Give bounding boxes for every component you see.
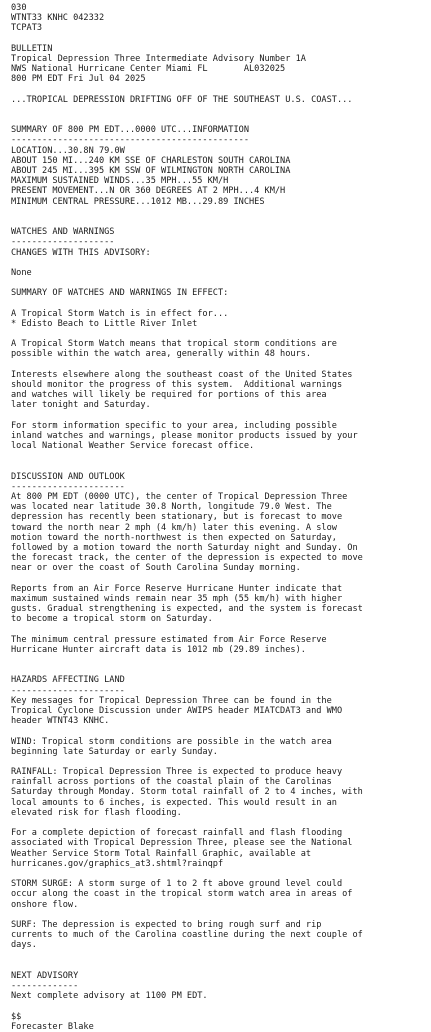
advisory-line: days. <box>11 940 37 951</box>
advisory-line: Weather Service Storm Total Rainfall Graphic, available at <box>11 848 312 859</box>
advisory-line: At 800 PM EDT (0000 UTC), the center of Tropical Depression Three <box>11 492 348 502</box>
advisory-line: For a complete depiction of forecast rainfall and flash flooding <box>11 828 343 839</box>
advisory-line: the forecast track, the center of the depression is expected to move <box>11 553 363 564</box>
watches-warnings-block <box>11 227 431 472</box>
advisory-line: None <box>11 267 32 278</box>
advisory-line: currents to much of the Carolina coastline during the next couple of <box>11 930 363 941</box>
advisory-line <box>11 624 431 634</box>
advisory-line: * Edisto Beach to Little River Inlet <box>11 318 198 329</box>
advisory-line: occur along the coast in the tropical storm watch area in areas of <box>11 889 353 900</box>
advisory-line: header WTNT43 KNHC. <box>11 716 110 727</box>
advisory-line: should monitor the progress of this system. Additional warnings <box>11 379 343 390</box>
advisory-line: ---------------------- <box>11 685 125 696</box>
advisory-line: WTNT33 KNHC 042332 <box>11 13 105 24</box>
hazards-block <box>11 675 431 970</box>
advisory-line <box>11 298 431 308</box>
advisory-line <box>11 258 431 268</box>
advisory-line: NEXT ADVISORY <box>11 970 79 981</box>
advisory-line: possible within the watch area, generally within 48 hours. <box>11 349 312 360</box>
advisory-line: Key messages for Tropical Depression Three can be found in the <box>11 695 332 706</box>
advisory-line: TCPAT3 <box>11 23 43 34</box>
advisory-line <box>11 360 431 370</box>
advisory-line <box>11 726 431 736</box>
advisory-line: associated with Tropical Depression Three, please see the National <box>11 838 353 849</box>
summary-block <box>11 125 431 227</box>
advisory-line: Reports from an Air Force Reserve Hurricane Hunter indicate that <box>11 583 343 594</box>
footer-block <box>11 1012 431 1032</box>
advisory-line: ABOUT 245 MI...395 KM SSW OF WILMINGTON NORTH CAROLINA <box>11 166 291 176</box>
advisory-line: near or over the coast of South Carolina Sunday morning. <box>11 563 301 574</box>
advisory-line <box>11 85 431 95</box>
advisory-line: onshore flow. <box>11 899 79 910</box>
advisory-line: beginning late Saturday or early Sunday. <box>11 746 218 757</box>
advisory-line: and watches will likely be required for portions of this area <box>11 390 327 401</box>
advisory-line: WIND: Tropical storm conditions are possible in the watch area <box>11 736 332 747</box>
advisory-line <box>11 105 431 115</box>
advisory-line <box>11 461 431 471</box>
advisory-line: DISCUSSION AND OUTLOOK <box>11 471 125 482</box>
advisory-line: ABOUT 150 MI...240 KM SSE OF CHARLESTON SOUTH CAROLINA <box>11 155 291 166</box>
advisory-line: A Tropical Storm Watch means that tropical storm conditions are <box>11 339 337 350</box>
advisory-line <box>11 818 431 828</box>
advisory-line: WATCHES AND WARNINGS <box>11 227 115 238</box>
advisory-line: maximum sustained winds remain near 35 mph (55 km/h) with higher <box>11 593 343 604</box>
discussion-outlook-block <box>11 472 431 676</box>
advisory-line: Forecaster Blake <box>11 1021 94 1032</box>
advisory-line: HAZARDS AFFECTING LAND <box>11 675 125 686</box>
advisory-line: toward the north near 2 mph (4 km/h) later this evening. A slow <box>11 522 337 533</box>
advisory-line: For storm information specific to your area, including possible <box>11 420 337 431</box>
advisory-line <box>11 451 431 461</box>
next-advisory-block <box>11 971 431 1012</box>
advisory-line: ---------------------- <box>11 481 125 492</box>
advisory-line <box>11 869 431 879</box>
advisory-line <box>11 329 431 339</box>
advisory-line: ...TROPICAL DEPRESSION DRIFTING OFF OF THE SOUTHEAST U.S. COAST... <box>11 94 353 105</box>
advisory-line: local National Weather Service forecast office. <box>11 441 255 452</box>
advisory-line: rainfall across portions of the coastal plain of the Carolinas <box>11 777 332 788</box>
advisory-line: BULLETIN <box>11 43 53 54</box>
advisory-line: LOCATION...30.8N 79.0W <box>11 145 125 156</box>
advisory-line <box>11 950 431 960</box>
advisory-line <box>11 278 431 288</box>
advisory-line: ------------- <box>11 981 79 991</box>
advisory-line: 800 PM EDT Fri Jul 04 2025 <box>11 74 146 85</box>
advisory-line: -------------------- <box>11 237 115 248</box>
advisory-line: to become a tropical storm on Saturday. <box>11 614 213 625</box>
advisory-line <box>11 217 431 227</box>
advisory-line: elevated risk for flash flooding. <box>11 807 182 818</box>
advisory-line: depression has recently been stationary, but is forecast to move <box>11 512 343 523</box>
advisory-line: local amounts to 6 inches, is expected. This would result in an <box>11 797 337 808</box>
advisory-line: $$ <box>11 1011 22 1022</box>
advisory-line: Tropical Cyclone Discussion under AWIPS header MIATCDAT3 and WMO <box>11 705 343 716</box>
advisory-line: STORM SURGE: A storm surge of 1 to 2 ft above ground level could <box>11 879 343 890</box>
advisory-line: inland watches and warnings, please monitor products issued by your <box>11 430 358 441</box>
advisory-line <box>11 574 431 584</box>
advisory-line <box>11 34 431 44</box>
advisory-line: motion toward the north-northwest is then expected on Saturday, <box>11 532 337 543</box>
advisory-line: PRESENT MOVEMENT...N OR 360 DEGREES AT 2 MPH...4 KM/H <box>11 186 286 197</box>
advisory-line: ---------------------------------------------- <box>11 135 249 146</box>
advisory-line <box>11 115 431 125</box>
advisory-line: SUMMARY OF WATCHES AND WARNINGS IN EFFECT: <box>11 288 229 299</box>
advisory-line: A Tropical Storm Watch is in effect for... <box>11 308 229 319</box>
advisory-line: NWS National Hurricane Center Miami FL AL032025 <box>11 64 286 75</box>
advisory-line: was located near latitude 30.8 North, longitude 79.0 West. The <box>11 502 332 513</box>
advisory-line <box>11 1001 431 1011</box>
advisory-line: Next complete advisory at 1100 PM EDT. <box>11 991 208 1002</box>
advisory-line: RAINFALL: Tropical Depression Three is expected to produce heavy <box>11 767 343 778</box>
advisory-line: Tropical Depression Three Intermediate Advisory Number 1A <box>11 53 306 64</box>
advisory-line: hurricanes.gov/graphics_at3.shtml?rainqpf <box>11 858 224 869</box>
advisory-line: Saturday through Monday. Storm total rainfall of 2 to 4 inches, with <box>11 787 363 798</box>
advisory-line: SURF: The depression is expected to bring rough surf and rip <box>11 919 322 930</box>
advisory-line <box>11 961 431 971</box>
advisory-line <box>11 411 431 421</box>
advisory-line: Interests elsewhere along the southeast coast of the United States <box>11 369 353 380</box>
header-block <box>11 3 431 125</box>
advisory-line: SUMMARY OF 800 PM EDT...0000 UTC...INFORMATION <box>11 125 249 136</box>
advisory-line <box>11 910 431 920</box>
advisory-line <box>11 655 431 665</box>
advisory-line <box>11 665 431 675</box>
advisory-line: MINIMUM CENTRAL PRESSURE...1012 MB...29.89 INCHES <box>11 196 265 207</box>
advisory-line: CHANGES WITH THIS ADVISORY: <box>11 247 151 258</box>
advisory-line: 030 <box>11 3 27 13</box>
advisory-line: The minimum central pressure estimated from Air Force Reserve <box>11 634 327 645</box>
advisory-line: gusts. Gradual strengthening is expected, and the system is forecast <box>11 604 363 615</box>
advisory-line <box>11 757 431 767</box>
advisory-line: Hurricane Hunter aircraft data is 1012 mb (29.89 inches). <box>11 644 306 655</box>
advisory-line: MAXIMUM SUSTAINED WINDS...35 MPH...55 KM/H <box>11 176 229 187</box>
advisory-line: later tonight and Saturday. <box>11 400 151 411</box>
advisory-line: followed by a motion toward the north Saturday night and Sunday. On <box>11 542 358 553</box>
advisory-line <box>11 207 431 217</box>
